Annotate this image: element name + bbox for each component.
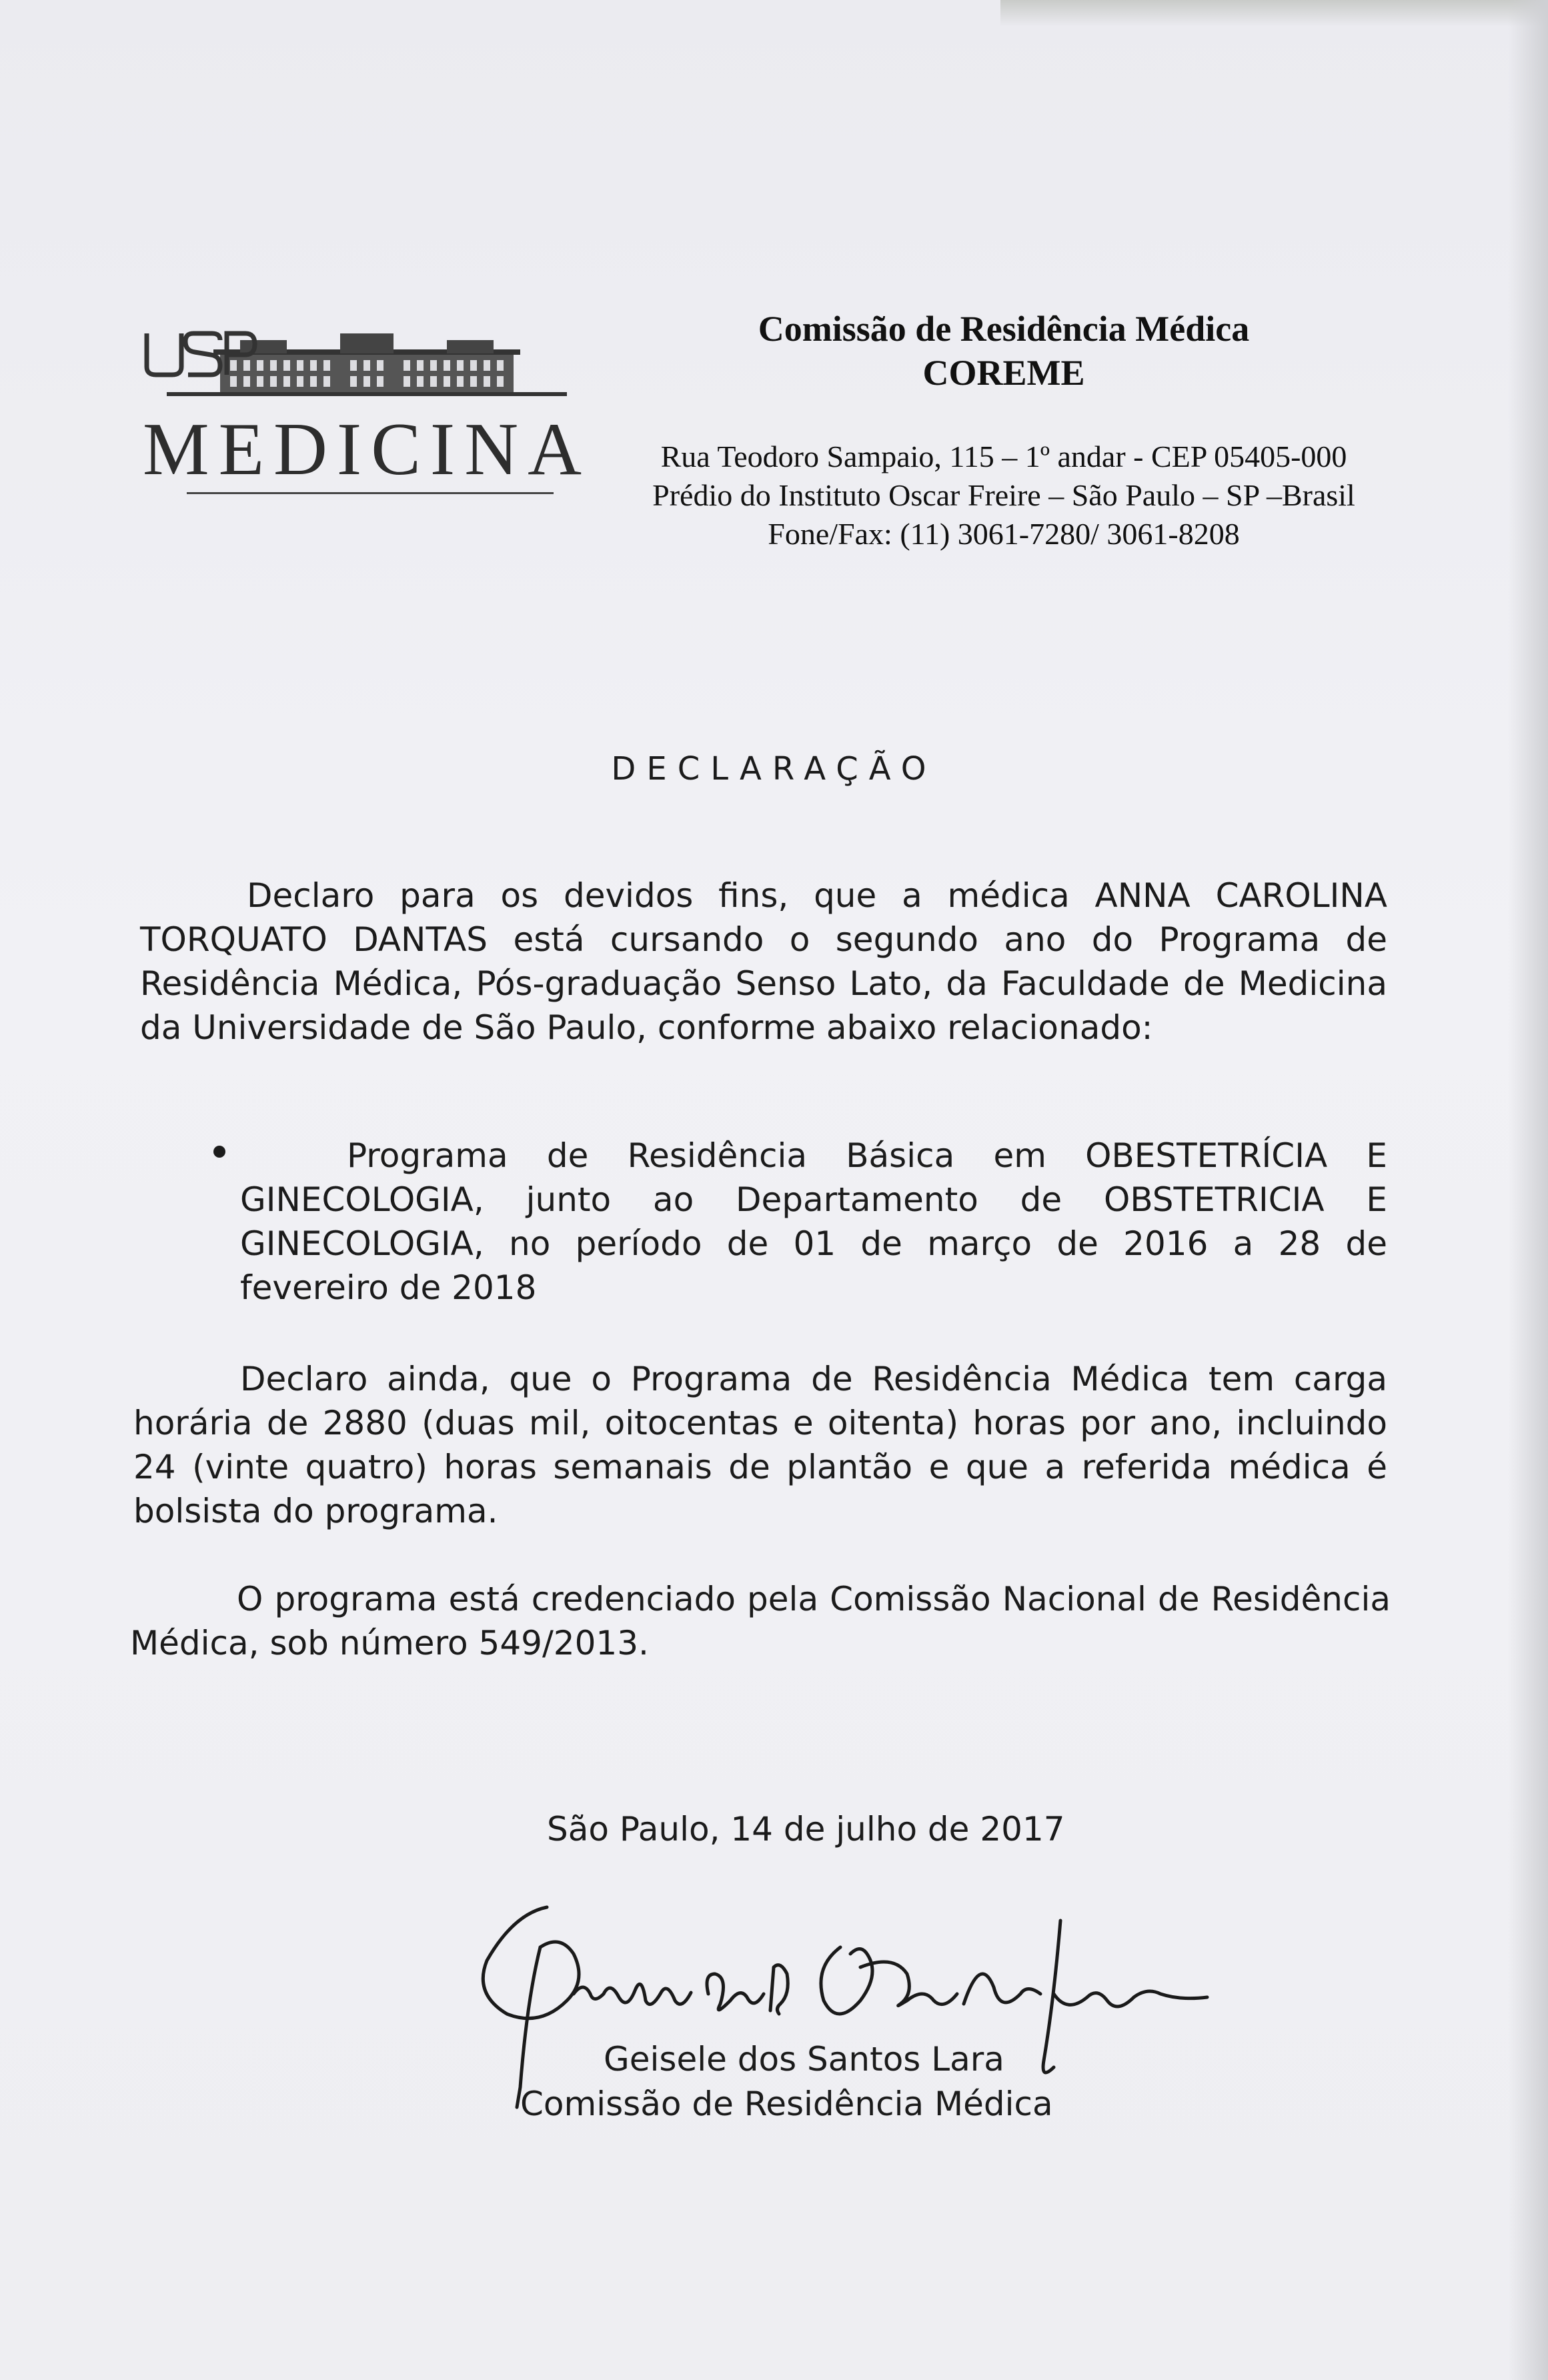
letterhead-info: [600, 307, 1407, 553]
bullet-icon: [213, 1146, 225, 1158]
address-line: Rua Teodoro Sampaio, 115 – 1º andar - CEP 05405-000: [660, 439, 1347, 473]
document-title: DECLARAÇÃO: [611, 750, 937, 788]
paragraph-declaration: Declaro para os devidos fins, que a médica ANNA CAROLINA TORQUATO DANTAS está cursando o segundo ano do Programa de Residência Médica, Pós-graduação Senso Lato, da Faculdade de Medicina da Universidade de São Paulo, conforme abaixo relacionado:: [140, 876, 1387, 1047]
logo-wordmark: MEDICINA: [143, 408, 591, 491]
address-line: Prédio do Instituto Oscar Freire – São Paulo – SP –Brasil: [652, 478, 1355, 512]
page-right-edge: [1508, 0, 1548, 2380]
program-list-item: Programa de Residência Básica em OBESTETRÍCIA E GINECOLOGIA, junto ao Departamento de OBSTETRICIA E GINECOLOGIA, no período de 01 de março de 2016 a 28 de fevereiro de 2018: [240, 1136, 1387, 1307]
medicina-usp-logo: [140, 327, 594, 553]
date-line: São Paulo, 14 de julho de 2017: [547, 1810, 1065, 1849]
page-top-edge: [1000, 0, 1548, 27]
committee-acronym: COREME: [922, 353, 1085, 393]
usp-logo-icon: [140, 327, 260, 380]
address-block: [600, 437, 1407, 553]
paragraph-accreditation: O programa está credenciado pela Comissão Nacional de Residência Médica, sob número 549/2013.: [130, 1580, 1391, 1662]
paragraph-workload: Declaro ainda, que o Programa de Residência Médica tem carga horária de 2880 (duas mil, oitocentas e oitenta) horas por ano, incluindo 24 (vinte quatro) horas semanais de plantão e que a referida médica é bolsista do programa.: [133, 1360, 1387, 1530]
signatory-name: Geisele dos Santos Lara: [604, 2040, 1004, 2079]
logo-divider: [187, 492, 554, 494]
phone-line: Fone/Fax: (11) 3061-7280/ 3061-8208: [768, 517, 1240, 551]
committee-title: Comissão de Residência Médica: [758, 309, 1250, 349]
signatory-role: Comissão de Residência Médica: [520, 2085, 1053, 2123]
